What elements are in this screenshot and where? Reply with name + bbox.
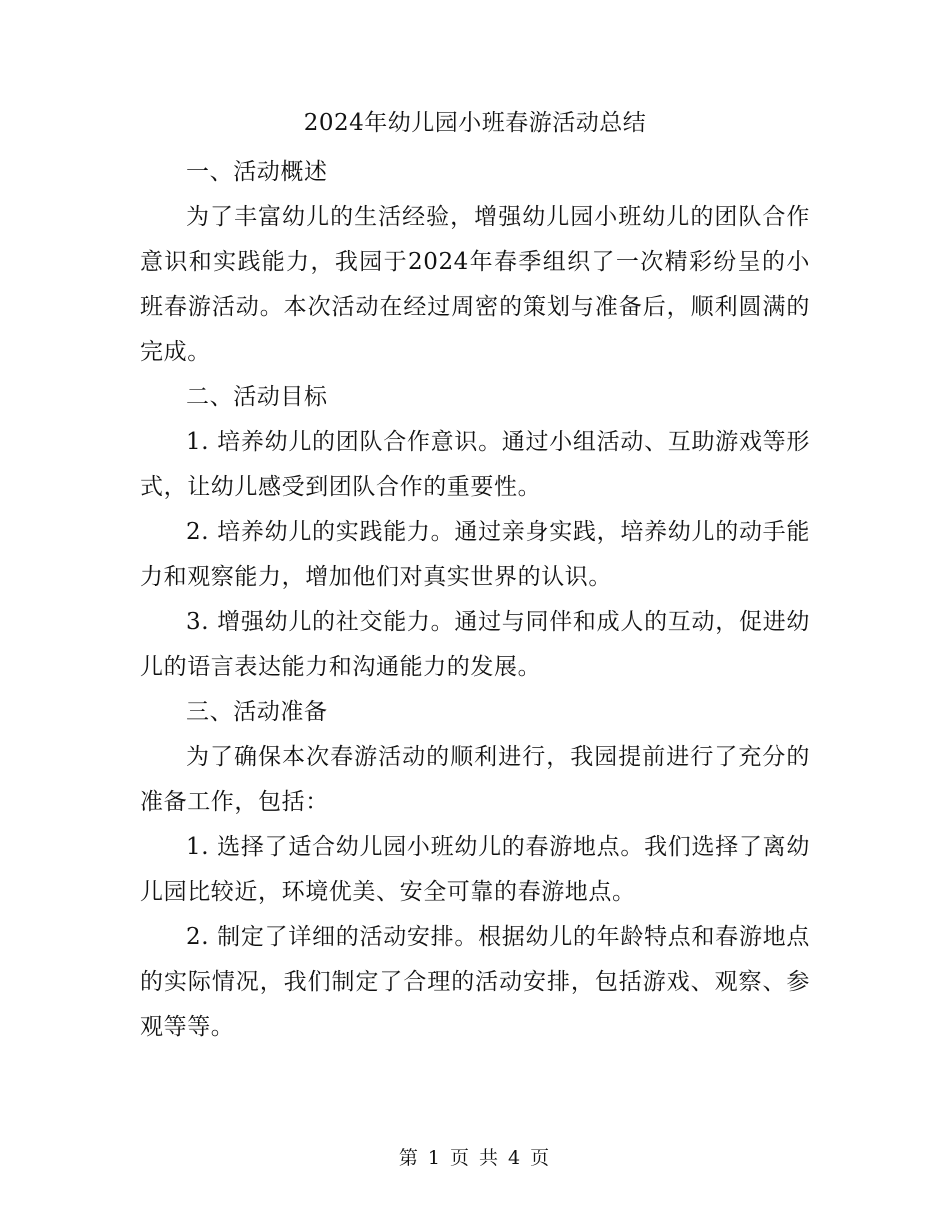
section-heading-overview: 一、活动概述 bbox=[186, 159, 328, 185]
paragraph-goal-3: 3. 增强幼儿的社交能力。通过与同伴和成人的互动，促进幼儿的语言表达能力和沟通能力的发展。 bbox=[140, 609, 810, 680]
paragraph-preparation-1: 1. 选择了适合幼儿园小班幼儿的春游地点。我们选择了离幼儿园比较近，环境优美、安全可靠的春游地点。 bbox=[140, 834, 810, 905]
page-number-footer: 第 1 页 共 4 页 bbox=[398, 1147, 552, 1169]
document-body bbox=[140, 150, 810, 1050]
paragraph-goal-1: 1. 培养幼儿的团队合作意识。通过小组活动、互助游戏等形式，让幼儿感受到团队合作的重要性。 bbox=[140, 429, 810, 500]
section-heading-goals: 二、活动目标 bbox=[186, 384, 328, 410]
section-heading-preparation: 三、活动准备 bbox=[186, 699, 328, 725]
paragraph-overview: 为了丰富幼儿的生活经验，增强幼儿园小班幼儿的团队合作意识和实践能力，我园于2024年春季组织了一次精彩纷呈的小班春游活动。本次活动在经过周密的策划与准备后，顺利圆满的完成。 bbox=[140, 204, 810, 365]
paragraph-goal-2: 2. 培养幼儿的实践能力。通过亲身实践，培养幼儿的动手能力和观察能力，增加他们对真实世界的认识。 bbox=[140, 519, 810, 590]
paragraph-preparation-intro: 为了确保本次春游活动的顺利进行，我园提前进行了充分的准备工作，包括： bbox=[140, 744, 810, 815]
paragraph-preparation-2: 2. 制定了详细的活动安排。根据幼儿的年龄特点和春游地点的实际情况，我们制定了合理的活动安排，包括游戏、观察、参观等等。 bbox=[140, 924, 810, 1040]
document-title: 2024年幼儿园小班春游活动总结 bbox=[303, 110, 647, 136]
